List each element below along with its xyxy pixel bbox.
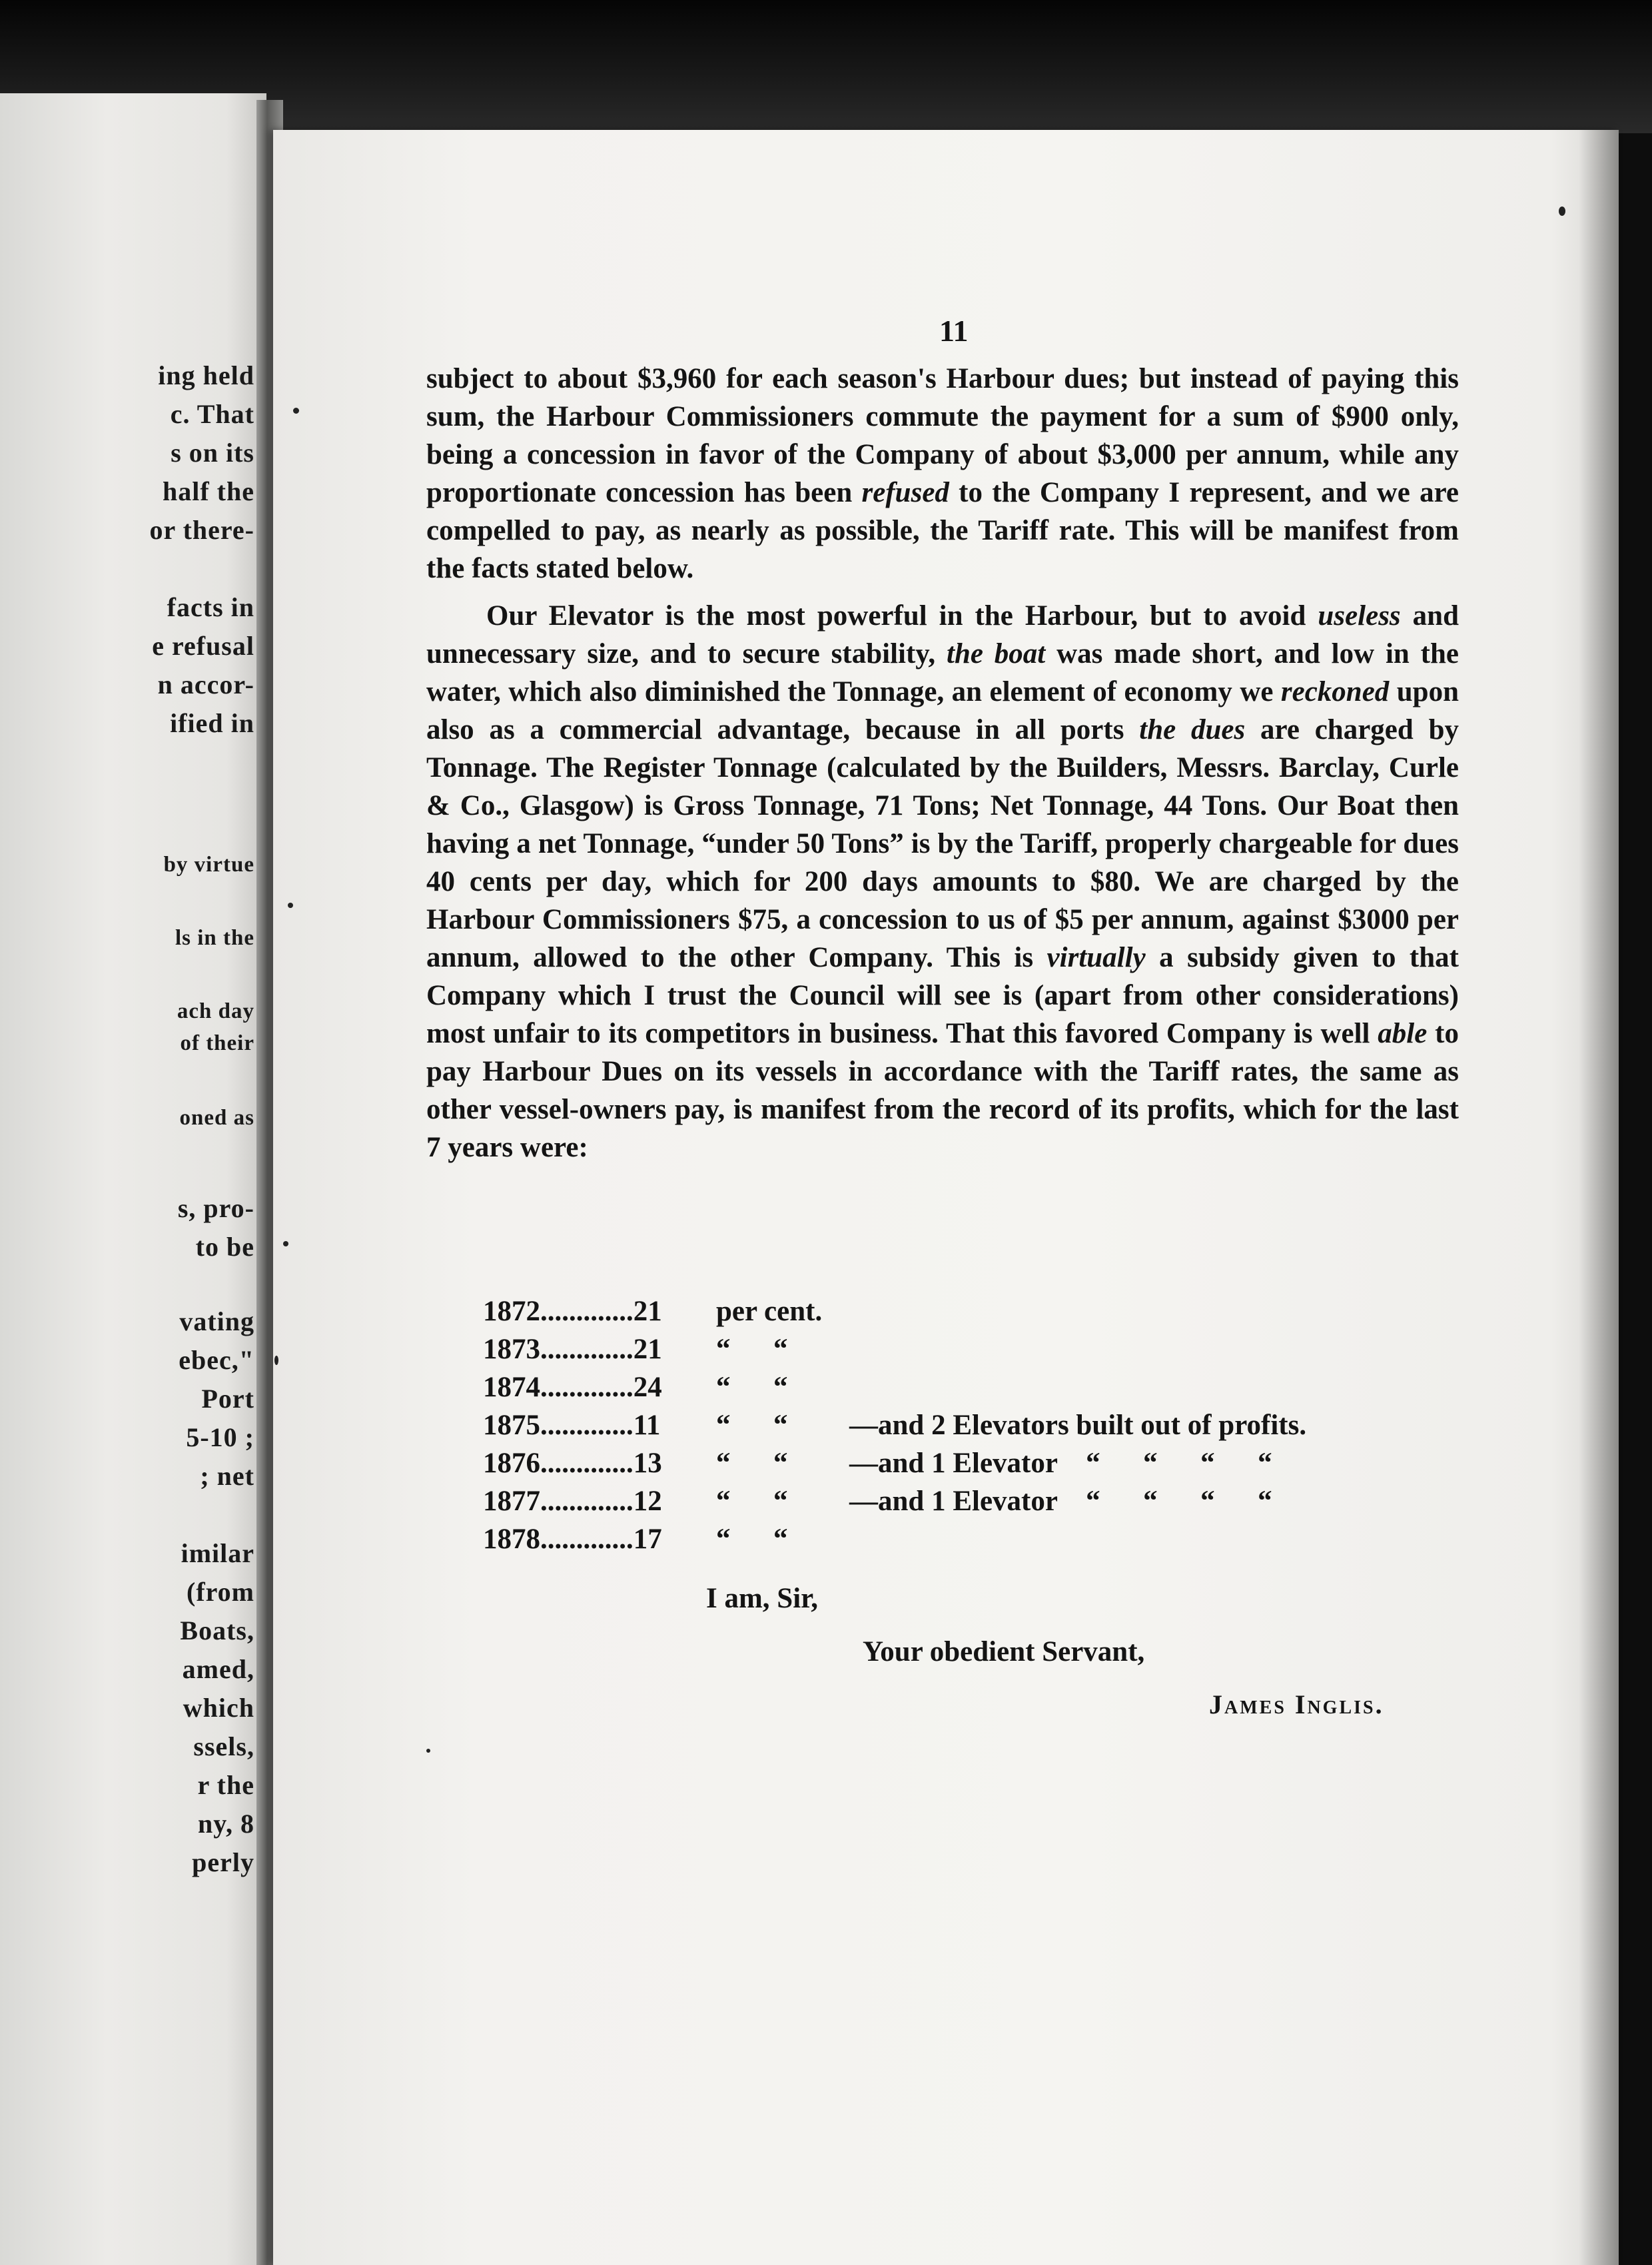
left-page-line: ls in the xyxy=(175,926,254,950)
scan-speck xyxy=(1559,207,1565,216)
profit-percent: “ “ xyxy=(716,1448,788,1479)
left-page-line: perly xyxy=(192,1847,254,1877)
profit-percent: “ “ xyxy=(716,1524,788,1555)
left-page-line: which xyxy=(183,1693,254,1723)
salutation: I am, Sir, xyxy=(706,1583,819,1614)
profit-year: 1877.............12 xyxy=(483,1486,662,1517)
profit-year: 1878.............17 xyxy=(483,1524,662,1555)
profit-note: —and 2 Elevators built out of profits. xyxy=(849,1410,1307,1441)
page-number: 11 xyxy=(939,314,969,348)
profit-row xyxy=(483,1330,1306,1368)
left-page-line: s on its xyxy=(171,438,254,468)
left-page-line: vating xyxy=(179,1306,254,1336)
left-page-line: Boats, xyxy=(180,1615,254,1645)
left-page-line: amed, xyxy=(182,1654,254,1684)
profit-percent: “ “ xyxy=(716,1486,788,1517)
left-page-line: n accor- xyxy=(157,670,254,699)
profit-year: 1872.............21 xyxy=(483,1296,662,1327)
profit-row xyxy=(483,1520,1306,1558)
profit-year: 1876.............13 xyxy=(483,1448,662,1479)
scan-speck xyxy=(426,1749,430,1753)
profit-year: 1873.............21 xyxy=(483,1334,662,1365)
left-page-line: ified in xyxy=(170,708,254,738)
left-page-line: to be xyxy=(195,1232,254,1262)
signature: James Inglis. xyxy=(1209,1689,1384,1719)
paragraph-1: subject to about $3,960 for each season's Harbour dues; but instead of paying this sum, the Harbour Commissioners commute the payment for a sum of $900 only, being a concession in favor of the Company of about $3,000 per annum, while any proportionate concession has been refused to the Company I represent, and we are compelled to pay, as nearly as possible, the Tariff rate. This will be manifest from the facts stated below. xyxy=(426,363,1459,584)
page-edge-shadow xyxy=(1579,130,1619,2265)
scan-speck xyxy=(274,1356,278,1365)
letter-body xyxy=(426,360,1459,1166)
left-page-line: ny, 8 xyxy=(197,1809,254,1839)
profit-row xyxy=(483,1406,1306,1444)
profit-percent: “ “ xyxy=(716,1372,788,1403)
left-page-line: 5-10 ; xyxy=(186,1422,254,1452)
left-page-line: half the xyxy=(163,476,254,506)
scan-speck xyxy=(288,903,293,908)
profit-year: 1875.............11 xyxy=(483,1410,661,1441)
profit-percent: “ “ xyxy=(716,1334,788,1365)
left-page-line: of their xyxy=(180,1031,254,1055)
left-page-line: ; net xyxy=(200,1461,254,1491)
left-page-line: oned as xyxy=(179,1106,254,1130)
left-page-line: (from xyxy=(187,1577,254,1607)
left-page-line: s, pro- xyxy=(177,1193,254,1223)
left-page-line: Port xyxy=(201,1384,254,1414)
left-page-line: c. That xyxy=(170,399,254,429)
profit-note: —and 1 Elevator “ “ “ “ xyxy=(849,1448,1272,1479)
scan-speck xyxy=(293,408,299,414)
profit-percent: “ “ xyxy=(716,1410,788,1441)
profit-percent: per cent. xyxy=(716,1296,823,1327)
profit-row xyxy=(483,1482,1306,1520)
left-page-line: ach day xyxy=(177,999,254,1023)
left-facing-page xyxy=(0,93,266,2265)
left-page-line: e refusal xyxy=(152,631,254,661)
left-page-line: r the xyxy=(197,1770,254,1800)
left-page-line: by virtue xyxy=(163,853,254,877)
left-page-line: imilar xyxy=(181,1538,254,1568)
profit-year: 1874.............24 xyxy=(483,1372,662,1403)
profit-row xyxy=(483,1292,1306,1330)
left-page-line: or there- xyxy=(149,515,254,545)
complimentary-close: Your obedient Servant, xyxy=(863,1636,1145,1667)
profits-table xyxy=(483,1292,1306,1558)
left-page-line: ebec," xyxy=(179,1345,254,1375)
left-page-line: ing held xyxy=(158,360,254,390)
profit-row xyxy=(483,1368,1306,1406)
left-page-line: facts in xyxy=(167,592,254,622)
profit-note: —and 1 Elevator “ “ “ “ xyxy=(849,1486,1272,1517)
paragraph-2: Our Elevator is the most powerful in the Harbour, but to avoid useless and unnecessary size, and to secure stability, the boat was made short, and low in the water, which also diminished the Tonnage, an element of economy we reckoned upon also as a commercial advantage, because in all ports the dues are charged by Tonnage. The Register Tonnage (calculated by the Builders, Messrs. Barclay, Curle & Co., Glasgow) is Gross Tonnage, 71 Tons; Net Tonnage, 44 Tons. Our Boat then having a net Tonnage, “under 50 Tons” is by the Tariff, properly chargeable for dues 40 cents per day, which for 200 days amounts to $80. We are charged by the Harbour Commissioners $75, a concession to us of $5 per annum, against $3000 per annum, allowed to the other Company. This is virtually a subsidy given to that Company which I trust the Council will see is (apart from other considerations) most unfair to its competitors in business. That this favored Company is well able to pay Harbour Dues on its vessels in accordance with the Tariff rates, the same as other vessel-owners pay, is manifest from the record of its profits, which for the last 7 years were: xyxy=(426,600,1459,1163)
scan-speck xyxy=(283,1241,288,1246)
left-page-line: ssels, xyxy=(193,1731,254,1761)
profit-row xyxy=(483,1444,1306,1482)
